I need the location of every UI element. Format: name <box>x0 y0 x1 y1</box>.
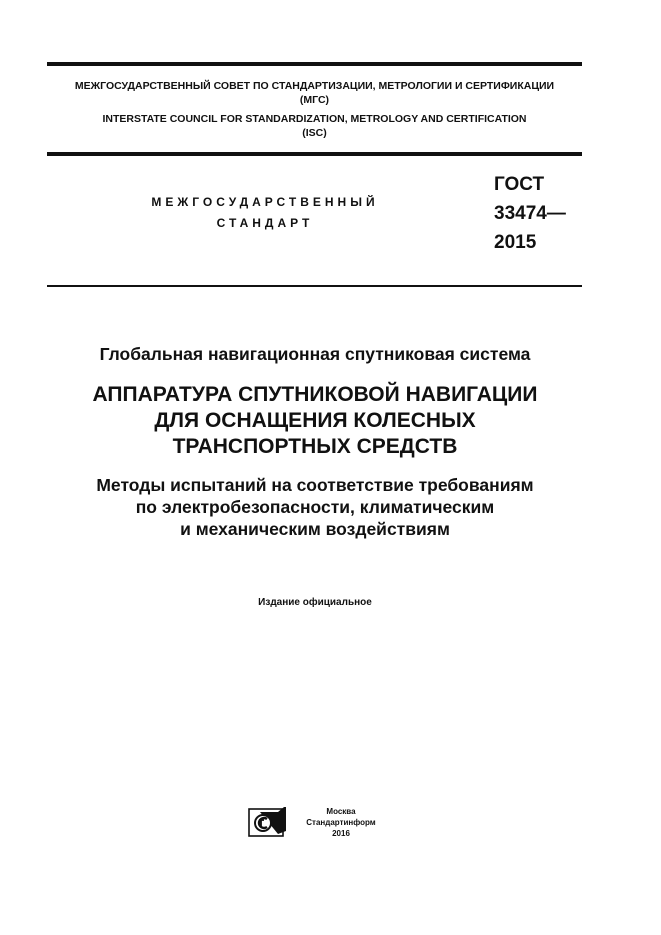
gost-number: 33474— <box>494 203 566 224</box>
subtitle-line: Методы испытаний на соответствие требованиям <box>96 475 534 495</box>
title-block <box>30 343 600 540</box>
publisher-city: Москва <box>326 807 356 816</box>
header-rule <box>47 152 582 156</box>
system-title: Глобальная навигационная спутниковая система <box>99 344 531 364</box>
council-en: INTERSTATE COUNCIL FOR STANDARDIZATION, METROLOGY AND CERTIFICATION <box>102 113 527 125</box>
main-title-line: АППАРАТУРА СПУТНИКОВОЙ НАВИГАЦИИ <box>92 383 538 406</box>
council-ru-abbr: (МГС) <box>299 93 330 106</box>
standard-label <box>100 192 430 234</box>
council-header <box>47 80 582 140</box>
top-rule <box>47 62 582 66</box>
gost-year: 2015 <box>494 232 537 253</box>
gost-prefix: ГОСТ <box>494 174 545 195</box>
edition-note: Издание официальное <box>258 597 372 608</box>
standard-label-line2: СТАНДАРТ <box>216 216 314 230</box>
standartinform-logo-icon <box>248 806 288 838</box>
standard-label-line1: МЕЖГОСУДАРСТВЕННЫЙ <box>151 195 379 209</box>
council-ru: МЕЖГОСУДАРСТВЕННЫЙ СОВЕТ ПО СТАНДАРТИЗАЦИИ, МЕТРОЛОГИИ И СЕРТИФИКАЦИИ <box>74 80 555 92</box>
publisher-year: 2016 <box>332 829 350 838</box>
publisher-name: Стандартинформ <box>306 818 376 827</box>
council-en-abbr: (ISC) <box>302 126 327 139</box>
subtitle-line: и механическим воздействиям <box>180 519 450 539</box>
main-title-line: ДЛЯ ОСНАЩЕНИЯ КОЛЕСНЫХ <box>154 409 476 432</box>
main-title-line: ТРАНСПОРТНЫХ СРЕДСТВ <box>172 435 458 458</box>
publisher-block <box>296 806 386 839</box>
designation-rule <box>47 285 582 287</box>
subtitle-line: по электробезопасности, климатическим <box>135 497 495 517</box>
subtitle <box>30 474 600 540</box>
gost-designation <box>494 170 566 257</box>
main-title <box>30 382 600 460</box>
